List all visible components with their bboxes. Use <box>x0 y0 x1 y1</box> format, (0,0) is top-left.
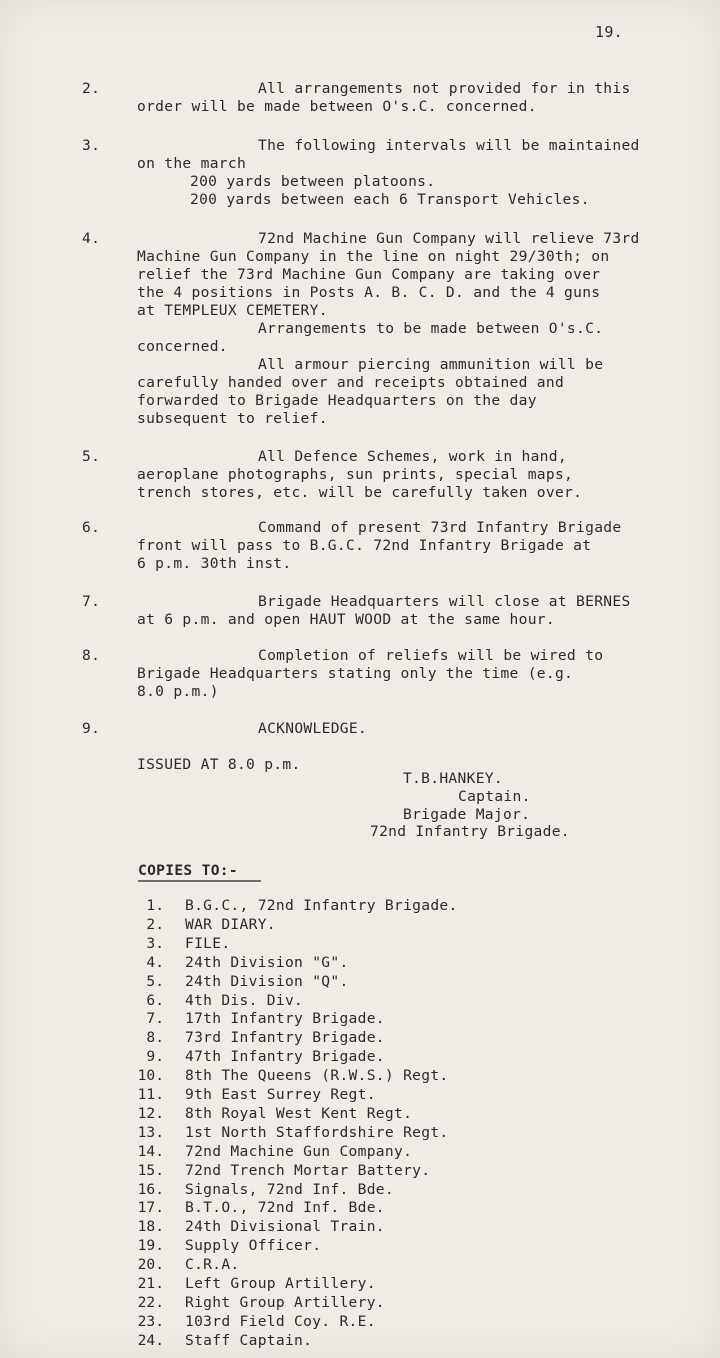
copy-recipient: B.T.O., 72nd Inf. Bde. <box>185 1199 385 1216</box>
copy-number: 13. <box>137 1124 164 1141</box>
copy-recipient: C.R.A. <box>185 1256 240 1273</box>
paragraph-4-line: the 4 positions in Posts A. B. C. D. and the 4 guns <box>137 284 601 301</box>
copy-number: 16. <box>137 1181 164 1198</box>
copy-recipient: 72nd Machine Gun Company. <box>185 1143 413 1160</box>
paragraph-3-line: on the march <box>137 155 247 172</box>
copy-number: 1. <box>146 897 164 914</box>
paragraph-5-number: 5. <box>82 448 101 465</box>
paragraph-4-line: forwarded to Brigade Headquarters on the day <box>137 392 537 409</box>
paragraph-6-line: Command of present 73rd Infantry Brigade <box>258 519 622 536</box>
paragraph-6-number: 6. <box>82 519 101 536</box>
paragraph-4-line: concerned. <box>137 338 228 355</box>
copy-number: 15. <box>137 1162 164 1179</box>
copy-number: 9. <box>146 1048 164 1065</box>
copy-number: 5. <box>146 973 164 990</box>
paragraph-3-line: 200 yards between each 6 Transport Vehicles. <box>190 191 590 208</box>
copy-number: 21. <box>137 1275 164 1292</box>
paragraph-4-line: carefully handed over and receipts obtained and <box>137 374 565 391</box>
signature-rank: Captain. <box>458 788 531 805</box>
copy-recipient: 8th The Queens (R.W.S.) Regt. <box>185 1067 449 1084</box>
paragraph-5-line: aeroplane photographs, sun prints, special maps, <box>137 466 574 483</box>
paragraph-7-line: at 6 p.m. and open HAUT WOOD at the same hour. <box>137 611 555 628</box>
copy-recipient: 1st North Staffordshire Regt. <box>185 1124 449 1141</box>
copy-number: 3. <box>146 935 164 952</box>
copy-number: 6. <box>146 992 164 1009</box>
copy-recipient: 9th East Surrey Regt. <box>185 1086 376 1103</box>
copy-number: 8. <box>146 1029 164 1046</box>
paragraph-3-line: 200 yards between platoons. <box>190 173 436 190</box>
copy-number: 11. <box>137 1086 164 1103</box>
copy-recipient: 24th Division "Q". <box>185 973 349 990</box>
paragraph-9-number: 9. <box>82 720 101 737</box>
copy-number: 14. <box>137 1143 164 1160</box>
copy-recipient: 72nd Trench Mortar Battery. <box>185 1162 431 1179</box>
paragraph-8-line: 8.0 p.m.) <box>137 683 219 700</box>
copy-recipient: Staff Captain. <box>185 1332 313 1349</box>
copy-recipient: Right Group Artillery. <box>185 1294 385 1311</box>
copy-number: 24. <box>137 1332 164 1349</box>
copy-number: 19. <box>137 1237 164 1254</box>
paragraph-6-line: front will pass to B.G.C. 72nd Infantry Brigade at <box>137 537 592 554</box>
paragraph-7-line: Brigade Headquarters will close at BERNES <box>258 593 631 610</box>
copy-recipient: 103rd Field Coy. R.E. <box>185 1313 376 1330</box>
copy-number: 23. <box>137 1313 164 1330</box>
copy-number: 22. <box>137 1294 164 1311</box>
copy-number: 4. <box>146 954 164 971</box>
paragraph-4-line: All armour piercing ammunition will be <box>258 356 604 373</box>
signature-name: T.B.HANKEY. <box>403 770 503 787</box>
copy-number: 10. <box>137 1067 164 1084</box>
copy-number: 12. <box>137 1105 164 1122</box>
copy-recipient: FILE. <box>185 935 231 952</box>
copy-recipient: Left Group Artillery. <box>185 1275 376 1292</box>
page-number: 19. <box>595 23 623 41</box>
copy-recipient: 24th Divisional Train. <box>185 1218 385 1235</box>
paragraph-5-line: All Defence Schemes, work in hand, <box>258 448 567 465</box>
issued-time: ISSUED AT 8.0 p.m. <box>137 756 301 773</box>
copy-number: 18. <box>137 1218 164 1235</box>
copy-recipient: 8th Royal West Kent Regt. <box>185 1105 413 1122</box>
paragraph-4-line: relief the 73rd Machine Gun Company are taking over <box>137 266 601 283</box>
paragraph-4-line: at TEMPLEUX CEMETERY. <box>137 302 328 319</box>
copy-number: 17. <box>137 1199 164 1216</box>
copy-recipient: Supply Officer. <box>185 1237 322 1254</box>
copy-number: 2. <box>146 916 164 933</box>
paragraph-4-line: 72nd Machine Gun Company will relieve 73rd <box>258 230 640 247</box>
copy-recipient: 17th Infantry Brigade. <box>185 1010 385 1027</box>
copy-recipient: B.G.C., 72nd Infantry Brigade. <box>185 897 458 914</box>
paragraph-5-line: trench stores, etc. will be carefully taken over. <box>137 484 583 501</box>
paragraph-8-line: Brigade Headquarters stating only the time (e.g. <box>137 665 574 682</box>
copy-recipient: 4th Dis. Div. <box>185 992 304 1009</box>
copy-number: 7. <box>146 1010 164 1027</box>
paragraph-7-number: 7. <box>82 593 101 610</box>
copy-recipient: 73rd Infantry Brigade. <box>185 1029 385 1046</box>
copy-number: 20. <box>137 1256 164 1273</box>
paragraph-6-line: 6 p.m. 30th inst. <box>137 555 292 572</box>
paragraph-2-line: order will be made between O's.C. concerned. <box>137 98 537 115</box>
signature-unit: 72nd Infantry Brigade. <box>370 823 570 840</box>
copy-recipient: WAR DIARY. <box>185 916 276 933</box>
paragraph-2-line: All arrangements not provided for in this <box>258 80 631 97</box>
paragraph-3-line: The following intervals will be maintained <box>258 137 640 154</box>
copy-recipient: Signals, 72nd Inf. Bde. <box>185 1181 394 1198</box>
copies-heading-underline <box>138 880 261 882</box>
paragraph-4-line: subsequent to relief. <box>137 410 328 427</box>
copies-heading: COPIES TO:- <box>138 862 238 879</box>
paragraph-8-line: Completion of reliefs will be wired to <box>258 647 604 664</box>
paragraph-8-number: 8. <box>82 647 101 664</box>
signature-role: Brigade Major. <box>403 806 531 823</box>
acknowledge-line: ACKNOWLEDGE. <box>258 720 368 737</box>
paragraph-4-line: Machine Gun Company in the line on night 29/30th; on <box>137 248 610 265</box>
paragraph-2-number: 2. <box>82 80 101 97</box>
copy-recipient: 47th Infantry Brigade. <box>185 1048 385 1065</box>
paragraph-4-number: 4. <box>82 230 101 247</box>
paragraph-3-number: 3. <box>82 137 101 154</box>
copy-recipient: 24th Division "G". <box>185 954 349 971</box>
paragraph-4-line: Arrangements to be made between O's.C. <box>258 320 604 337</box>
